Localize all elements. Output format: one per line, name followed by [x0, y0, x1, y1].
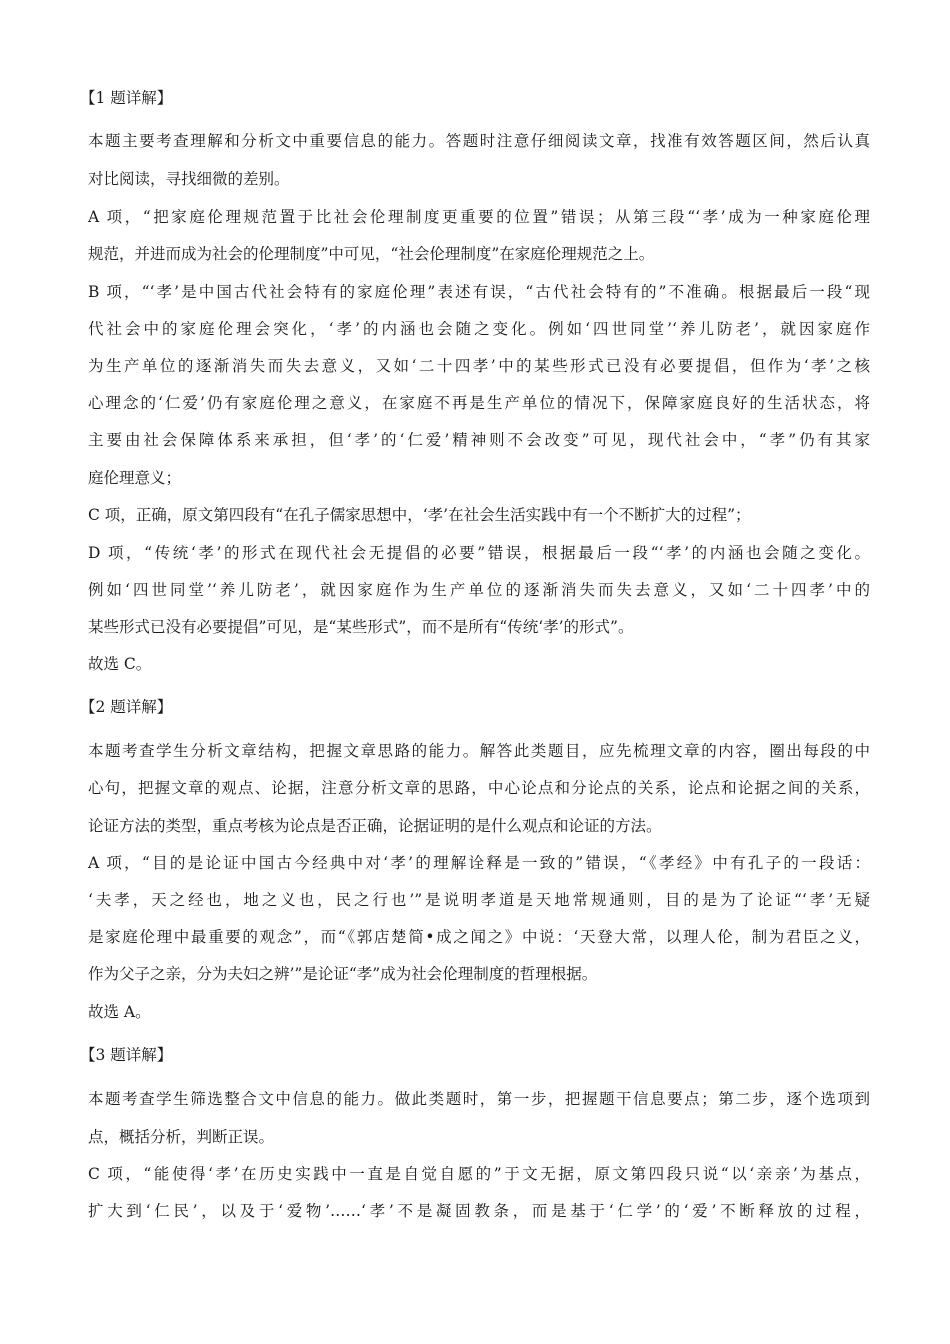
paragraph-line: 对比阅读，寻找细微的差别。	[88, 170, 290, 188]
paragraph-line: 某些形式已没有必要提倡”可见，是“某些形式”，而不是所有“传统‘孝’的形式”。	[88, 618, 634, 636]
answer-line: 故选 A。	[88, 1003, 151, 1021]
paragraph-line: B 项，“‘孝’是中国古代社会特有的家庭伦理”表述有误，“古代社会特有的”不准确。根据最后一段“现	[88, 283, 870, 301]
paragraph-line: 庭伦理意义；	[88, 469, 182, 487]
paragraph-line: 心理念的‘仁爱’仍有家庭伦理之意义，在家庭不再是生产单位的情况下，保障家庭良好的生活状态，将	[88, 394, 870, 412]
section-heading-q3: 【3 题详解】	[80, 1046, 173, 1064]
paragraph-line: 代社会中的家庭伦理会突化，‘孝’的内涵也会随之变化。例如‘四世同堂’‘养儿防老’，就因家庭作	[88, 320, 870, 338]
paragraph-line: 本题考查学生筛选整合文中信息的能力。做此类题时，第一步，把握题干信息要点；第二步，逐个选项到	[88, 1090, 870, 1108]
paragraph-line: 扩大到‘仁民’，以及于‘爱物’……‘孝’不是凝固教条，而是基于‘仁学’的‘爱’不断释放的过程，	[88, 1202, 870, 1220]
paragraph-line: 心句，把握文章的观点、论据，注意分析文章的思路，中心论点和分论点的关系，论点和论据之间的关系，	[88, 779, 870, 797]
answer-line: 故选 C。	[88, 655, 152, 673]
paragraph-line: 例如‘四世同堂’‘养儿防老’，就因家庭作为生产单位的逐渐消失而失去意义，又如‘二十四孝’中的	[88, 581, 870, 599]
section-heading-q1: 【1 题详解】	[80, 89, 173, 107]
paragraph-line: ‘夫孝，天之经也，地之义也，民之行也’”是说明孝道是天地常规通则，目的是为了论证“‘孝’无疑	[88, 891, 870, 909]
paragraph-line: 论证方法的类型，重点考核为论点是否正确，论据证明的是什么观点和论证的方法。	[88, 817, 662, 835]
paragraph-line: C 项，正确，原文第四段有“在孔子儒家思想中，‘孝’在社会生活实践中有一个不断扩大的过程”；	[88, 506, 751, 524]
paragraph-line: 是家庭伦理中最重要的观念”，而“《郭店楚简•成之闻之》中说：‘天登大常，以理人伦，制为君臣之义，	[88, 928, 870, 946]
paragraph-line: 规范，并进而成为社会的伦理制度”中可见，“社会伦理制度”在家庭伦理规范之上。	[88, 245, 655, 263]
paragraph-line: D 项，“传统‘孝’的形式在现代社会无提倡的必要”错误，根据最后一段“‘孝’的内涵也会随之变化。	[88, 544, 870, 562]
paragraph-line: C 项，“能使得‘孝’在历史实践中一直是自觉自愿的”于文无据，原文第四段只说“以‘亲亲’为基点，	[88, 1165, 870, 1183]
paragraph-line: 点，概括分析，判断正误。	[88, 1128, 275, 1146]
paragraph-line: 本题考查学生分析文章结构，把握文章思路的能力。解答此类题目，应先梳理文章的内容，圈出每段的中	[88, 742, 870, 760]
paragraph-line: 作为父子之亲，分为夫妇之辨’”是论证“孝”成为社会伦理制度的哲理根据。	[88, 965, 598, 983]
paragraph-line: A 项，“把家庭伦理规范置于比社会伦理制度更重要的位置”错误；从第三段“‘孝’成为一种家庭伦理	[88, 208, 870, 226]
paragraph-line: A 项，“目的是论证中国古今经典中对‘孝’的理解诠释是一致的”错误，“《孝经》中有孔子的一段话：	[88, 854, 870, 872]
section-heading-q2: 【2 题详解】	[80, 698, 173, 716]
paragraph-line: 主要由社会保障体系来承担，但‘孝’的‘仁爱’精神则不会改变”可见，现代社会中，“孝”仍有其家	[88, 431, 870, 449]
paragraph-line: 本题主要考查理解和分析文中重要信息的能力。答题时注意仔细阅读文章，找准有效答题区间，然后认真	[88, 132, 870, 150]
paragraph-line: 为生产单位的逐渐消失而失去意义，又如‘二十四孝’中的某些形式已没有必要提倡，但作为‘孝’之核	[88, 357, 870, 375]
